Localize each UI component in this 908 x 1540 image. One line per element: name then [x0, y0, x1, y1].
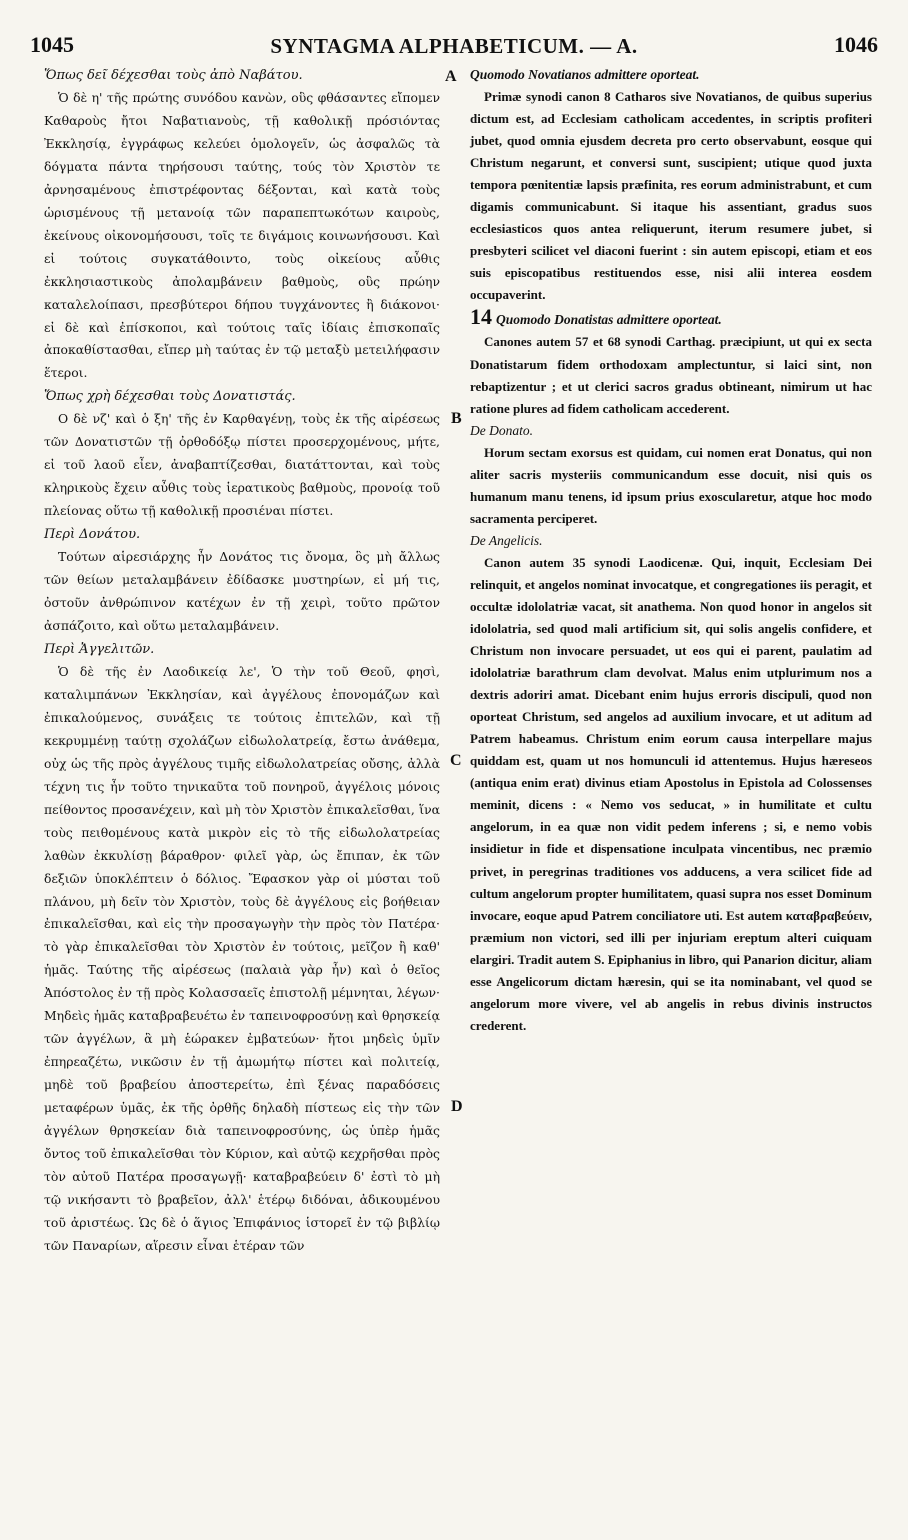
running-header	[30, 32, 878, 62]
latin-paragraph-novatians: Primæ synodi canon 8 Catharos sive Novatianos, de quibus superius dictum est, ad Ecclesiam catholicam accedentes, in scriptis profiteri jubet, quod omnia ejusdem decreta pro certo observabunt, eosque qui Christum negarunt, et conversi sunt, suscipient; utique quod juxta tempora pœnitentiæ lapsis præfinita, res eorum administrabunt, et cum digamis communicabunt. Si itaque his assentiant, gradus suos ecclesiasticos quos antea reliquerunt, iterum resumere jubet, si presbyteri scilicet vel diaconi fuerint : sin autem episcopi, etiam et eos suis episcopatibus restituendos esse, nisi alii interea eosdem occupaverint.	[470, 89, 872, 303]
latin-heading-donatists-text: Quomodo Donatistas admittere oporteat.	[496, 312, 722, 328]
latin-paragraph-donatus: Horum sectam exorsus est quidam, cui nomen erat Donatus, qui non aliter sacris mysteriis communicandum esse docuit, nisi quis os humanum manu tenens, id ipsum prius exoscularetur, atque hoc modo sacramenta perciperet.	[470, 444, 872, 526]
greek-column	[44, 64, 440, 1258]
latin-column	[470, 64, 872, 1037]
latin-paragraph-angelics: Canon autem 35 synodi Laodicenæ. Qui, inquit, Ecclesiam Dei relinquit, et angelos nominat invocatque, et congregationes iis peragit, et occultæ idololatriæ vacat, sit anathema. Non quod honor in angelos sit idololatria, sed quod mali artificium sit, qui solis angelis confidere, et Christum non invocare persuadet, ut eos qui ei parent, paulatim ad idololatriæ barathrum clam devolvat. Malus enim utplurimum nos a dextris adoriri amat. Dicebant enim hujus erroris discipuli, quod non oporteat Christum, sed angelos ad auxilium invocare, et ut aditum ad Patrem habeamus. Christum enim eorum causa interpellare majus quiddam est, quam ut nos homunculi id attentemus. Hujus hæreseos (antiqua enim erat) divinus etiam Apostolus in Epistola ad Colossenses meminit, dicens : « Nemo vos seducat, » in humilitate et cultu angelorum, in ea quæ non vidit pedem inferens ; si, e nemo vobis insidietur in fide et dispensatione inculpata vincentibus, nec præmio privet, in peregrinas traditiones vos adducens, a vera scilicet fide ad cultum angelorum propter humilitatem, quasi supra nos esset Dominum invocare, eoque apud Patrem conciliatore uti. Est autem καταβραβεύειν, præmium non victori, sed illi per injuriam ereptum alteri cuiquam elargiri. Tradit autem S. Epiphanius in libro, qui Panarion dicitur, aliam esse Angelicorum dictam hæresin, qui se ita nominabant, vel quod se angelorum more vivere, vel ab angelis in rebus divinis instructos crederent.	[470, 554, 872, 1033]
greek-heading-donatus: Περὶ Δονάτου.	[44, 527, 141, 543]
running-title: SYNTAGMA ALPHABETICUM. — A.	[270, 34, 638, 58]
margin-marker-d: D	[451, 1098, 463, 1115]
latin-heading-donatus: De Donato.	[470, 422, 533, 438]
margin-marker-c: C	[450, 752, 462, 769]
latin-paragraph-donatists: Canones autem 57 et 68 synodi Carthag. præcipiunt, ut qui ex secta Donatistarum fidem orthodoxam amplectuntur, si laici sint, non rebaptizentur ; et ut clerici sacros gradus obtineant, nimirum ut hac ratione plures ad fidem catholicam accederent.	[470, 334, 872, 416]
margin-marker-b: B	[451, 410, 462, 427]
latin-heading-angelics: De Angelicis.	[470, 532, 543, 548]
greek-heading-donatists: Ὅπως χρὴ δέχεσθαι τοὺς Δονατιστάς.	[44, 389, 296, 405]
latin-heading-donatists	[470, 306, 872, 331]
greek-paragraph-donatists: Ο δὲ νζ' καὶ ὁ ξη' τῆς ἐν Καρθαγένῃ, τοὺς ἐκ τῆς αἱρέσεως τῶν Δονατιστῶν τῇ ὀρθοδόξῳ πίστει προσερχομένους, μήτε, εἰ τοῦ λαοῦ εἶεν, ἀναβαπτίζεσθαι, διατάττονται, καὶ τοὺς κληρικοὺς ἔχειν αὖθις τοὺς ἱερατικοὺς βαθμοὺς, προνοίᾳ τοῦ πλείονας οὕτω τῇ καθολικῇ προσιέναι πίστει.	[44, 411, 440, 519]
greek-heading-angelics: Περὶ Ἀγγελιτῶν.	[44, 641, 155, 657]
greek-paragraph-novatians: Ὁ δὲ η' τῆς πρώτης συνόδου κανὼν, οὓς φθάσαντες εἴπομεν Καθαροὺς ἤτοι Ναβατιανοὺς, τῇ καθολικῇ πρόσιόντας Ἐκκλησίᾳ, ἐγγράφως κελεύει ὁμολογεῖν, ὡς ἀσφαλῶς τὰ δόγματα πάντα τηρήσουσι ταύτης, τούς τὸν Χριστὸν τε ἀρνησαμένους ἐπιστρέφοντας δέξονται, καὶ κατὰ τοὺς ὡρισμένους τῇ μετανοίᾳ τῶν παραπεπτωκότων καιροὺς, ἐκείνους οἰκονομήσουσι, τοῖς τε διγάμοις κοινωνήσουσι. Καὶ εἰ τούτοις συγκατάθοιντο, τοὺς οἰκείους αὖθις ἐκκλησιαστικοὺς ἀπολαμβάνειν βαθμοὺς, οὓς πρώην καταλελοίπασι, πρεσβύτεροι δήπου τυγχάνοντες ἢ διάκονοι· εἰ δὲ καὶ ἐπίσκοποι, καὶ τούτοις ταῖς ἰδίαις ἐπισκοπαῖς ἀποκαθίστασθαι, εἴπερ μὴ ταύτας ἐν τῷ μεταξὺ μετειλήφασιν ἕτεροι.	[44, 90, 440, 381]
right-page-number: 1046	[834, 32, 878, 57]
latin-heading-novatians: Quomodo Novatianos admittere oporteat.	[470, 67, 700, 82]
section-number: 14	[470, 304, 492, 330]
greek-paragraph-donatus: Τούτων αἱρεσιάρχης ἦν Δονάτος τις ὄνομα, ὃς μὴ ἄλλως τῶν θείων μεταλαμβάνειν ἐδίδασκε μυστηρίων, εἰ μή τις, ὀστοῦν ἀνθρώπινον κατέχων ἐν τῇ χειρὶ, τοῦτο πρῶτον ἀσπάζοιτο, καὶ οὕτω μεταλαμβάνειν.	[44, 549, 440, 634]
greek-heading-novatians: Ὅπως δεῖ δέχεσθαι τοὺς ἀπὸ Ναβάτου.	[44, 68, 303, 83]
left-page-number: 1045	[30, 32, 74, 57]
margin-marker-a: A	[445, 68, 457, 85]
greek-paragraph-angelics: Ὁ δὲ τῆς ἐν Λαοδικείᾳ λε', Ὁ τὴν τοῦ Θεοῦ, φησὶ, καταλιμπάνων Ἐκκλησίαν, καὶ ἀγγέλους ἐπονομάζων καὶ ἐπικαλούμενος, συνάξεις τε τούτοις ἐπιτελῶν, καὶ τῇ κεκρυμμένῃ ταύτῃ σχολάζων εἰδωλολατρείᾳ, ἔστω ἀνάθεμα, οὐχ ὡς τῆς πρὸς ἀγγέλους τιμῆς εἰδωλολατρείας οὔσης, ἀλλὰ τέχνη τις ἦν τοῦτο τηνικαῦτα τοῦ πονηροῦ, ἀγγέλοις μόνοις πείθοντος προσανέχειν, καὶ μὴ τὸν Χριστὸν ἐπικαλεῖσθαι, ἵνα τοὺς πειθομένους κατὰ μικρὸν εἰς τὸ τῆς εἰδωλολατρείας λαθὼν ἐκκυλίσῃ βάραθρον· φιλεῖ γὰρ, ὡς ἔπιπαν, ἐκ τῶν δεξιῶν ὑποκλέπτειν ὁ δόλιος. Ἔφασκον γὰρ οἱ μύσται τοῦ πλάνου, μὴ δεῖν τὸν Χριστὸν, τοὺς δὲ ἀγγέλους εἰς βοήθειαν ἐπικαλεῖσθαι, καὶ εἰς τὴν προσαγωγὴν τὴν πρὸς τὸν Πατέρα· τὸ γὰρ ἐπικαλεῖσθαι τὸν Χριστὸν ἐν τούτοις, μεῖζον ἢ καθ' ἡμᾶς. Ταύτης τῆς αἱρέσεως (παλαιὰ γὰρ ἦν) καὶ ὁ θεῖος Ἀπόστολος ἐν τῇ πρὸς Κολασσαεῖς ἐπιστολῇ μέμνηται, λέγων· Μηδεὶς ἡμᾶς καταβραβευέτω ἐν ταπεινοφροσύνῃ καὶ θρησκείᾳ τῶν ἀγγέλων, ἃ μὴ ἑώρακεν ἐμβατεύων· ἤτοι μηδεὶς ὑμῖν ἐπηρεαζέτω, νικῶσιν ἐν τῇ ἀμωμήτῳ πίστει καὶ πολιτείᾳ, μηδὲ τοῦ βραβείου ἀποστερείτω, ἐπὶ ξένας παραδόσεις μεταφέρων ὑμᾶς, ἐκ τῆς ὀρθῆς δηλαδὴ πίστεως εἰς τὴν τῶν ἀγγέλων θρησκείαν διὰ ταπεινοφροσύνης, ὡς ὑπὲρ ἡμᾶς ὄντος τοῦ ἐπικαλεῖσθαι τὸν Κύριον, καὶ αὐτῷ κεχρῆσθαι πρὸς τὸν αὐτοῦ Πατέρα προσαγωγῇ· καταβραβεύειν δ' ἐστὶ τὸ μὴ τῷ νικήσαντι τὸ βραβεῖον, ἀλλ' ἑτέρῳ διδόναι, ἀδικουμένου τοῦ ἀριστέως. Ὡς δὲ ὁ ἅγιος Ἐπιφάνιος ἱστορεῖ ἐν τῷ βιβλίῳ τῶν Παναρίων, αἵρεσιν εἶναι ἑτέραν τῶν	[44, 663, 441, 1253]
